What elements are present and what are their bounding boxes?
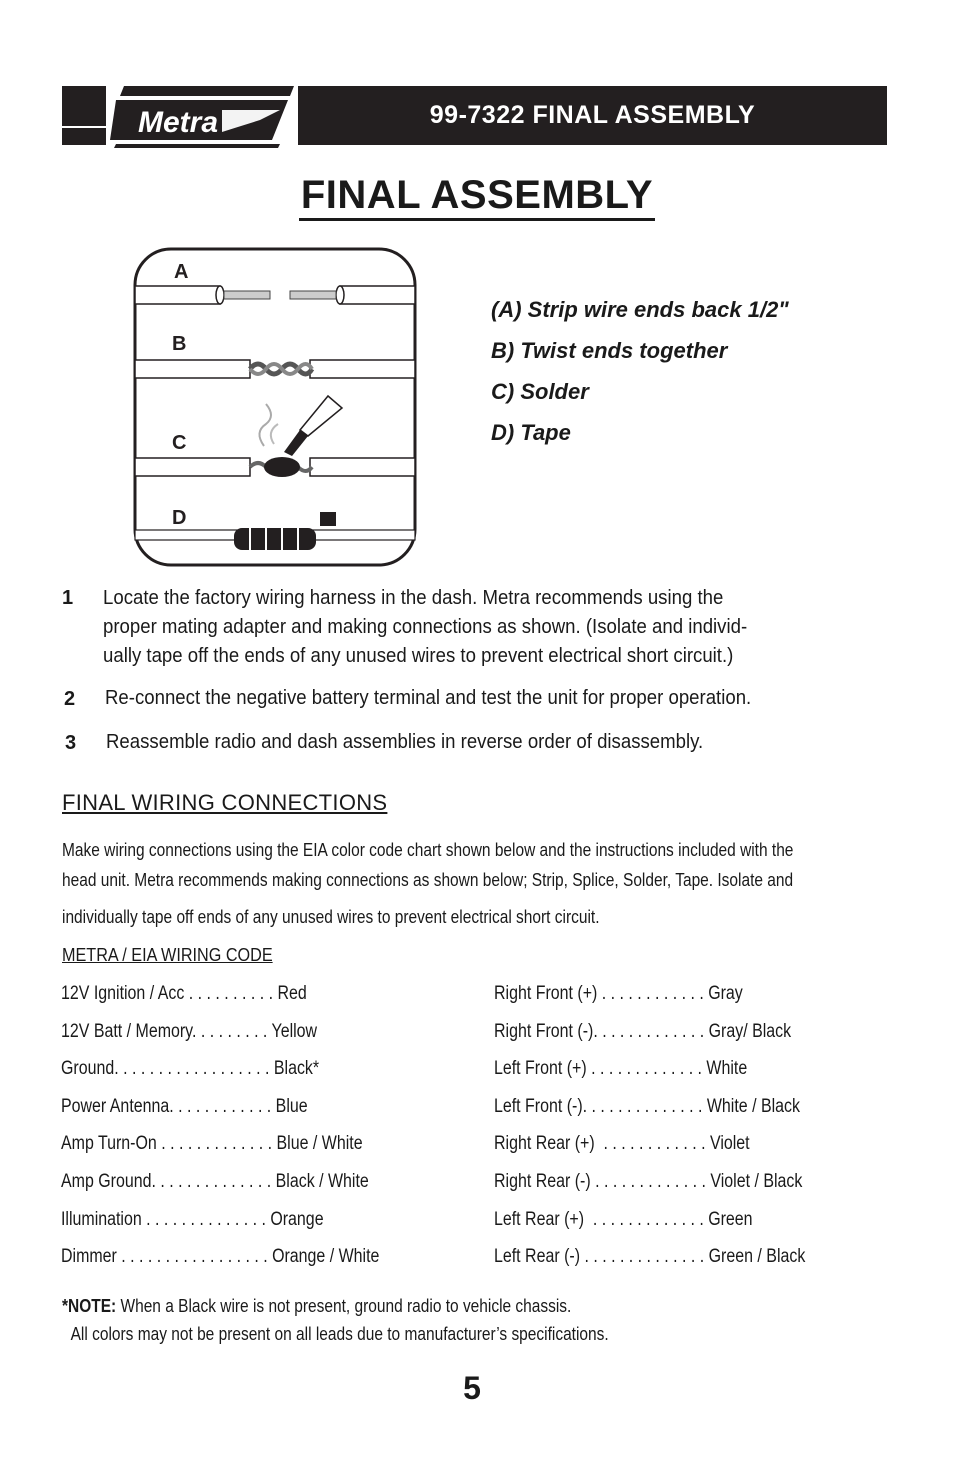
- note-line-1: When a Black wire is not present, ground radio to vehicle chassis.: [116, 1296, 572, 1316]
- wiring-code-label: Right Front (-): [494, 1020, 594, 1042]
- wiring-code-label: Dimmer: [61, 1246, 117, 1268]
- wiring-note: [62, 1292, 609, 1348]
- wiring-code-label: Ground: [61, 1058, 115, 1080]
- instruction-1-line: ually tape off the ends of any unused wires to prevent electrical short circuit.): [103, 645, 734, 667]
- instruction-2: [105, 684, 885, 713]
- wiring-code-label: 12V Ignition / Acc: [61, 983, 185, 1004]
- wiring-code-row: [61, 1133, 363, 1155]
- wiring-code-row: [61, 1096, 308, 1118]
- header-title: 99-7322 FINAL ASSEMBLY: [429, 101, 756, 129]
- wiring-code-label: Left Rear (+): [494, 1208, 585, 1230]
- wiring-code-color: Violet / Black: [710, 1171, 803, 1192]
- wiring-code-row: [494, 1133, 750, 1155]
- diagram-label-d: D: [172, 507, 187, 529]
- wiring-code-label: Left Front (-): [494, 1095, 583, 1117]
- step-d-text: D) Tape: [491, 420, 571, 445]
- wiring-code-color: Black / White: [275, 1171, 369, 1192]
- page-number: 5: [463, 1370, 481, 1406]
- wiring-code-row: [61, 1021, 317, 1043]
- instruction-2-number: 2: [64, 688, 76, 710]
- wiring-code-color: Gray: [708, 983, 743, 1004]
- page-title-wrap: [0, 172, 954, 221]
- wiring-code-heading: METRA / EIA WIRING CODE: [62, 945, 273, 965]
- wiring-code-color: Violet: [709, 1133, 750, 1155]
- wiring-code-dots: . . . . . . . . . . . .: [594, 1133, 710, 1155]
- wiring-diagram: [132, 246, 418, 568]
- wiring-section-heading: FINAL WIRING CONNECTIONS: [62, 790, 388, 815]
- wiring-code-dots: . . . . . . . . . . . . . .: [151, 1171, 276, 1192]
- wiring-code-dots: . . . . . . . . . . . . .: [156, 1133, 277, 1155]
- wiring-code-dots: . . . . . . . . . . . . .: [593, 1020, 709, 1042]
- wiring-code-row: [61, 1246, 379, 1268]
- wiring-code-label: Illumination: [61, 1208, 142, 1230]
- wiring-code-color: Gray/ Black: [708, 1020, 792, 1042]
- wiring-code-row: [61, 1058, 319, 1080]
- metra-logo: [110, 84, 294, 148]
- wiring-code-row: [494, 983, 743, 1005]
- wiring-code-row: [494, 1171, 802, 1193]
- instruction-1-line: Locate the factory wiring harness in the dash. Metra recommends using the: [103, 587, 724, 609]
- diagram-label-a: A: [174, 261, 189, 283]
- wiring-code-row: [61, 1171, 369, 1193]
- paragraph-line: Make wiring connections using the EIA color code chart shown below and the instructions included with the: [62, 840, 794, 860]
- wiring-code-dots: . . . . . . . . . .: [184, 983, 278, 1004]
- paragraph-line: head unit. Metra recommends making connections as shown below; Strip, Splice, Solder, Tape. Isolate and: [62, 870, 794, 890]
- wiring-code-color: White: [706, 1058, 748, 1080]
- wiring-code-row: [494, 1096, 800, 1118]
- wiring-code-dots: . . . . . . . . . . . . .: [586, 1058, 707, 1080]
- wiring-code-label: Amp Ground: [61, 1171, 152, 1192]
- instruction-1: [103, 584, 883, 671]
- wiring-code-color: Red: [277, 983, 307, 1004]
- wiring-code-label: Left Front (+): [494, 1058, 587, 1080]
- diagram-steps: [491, 293, 871, 457]
- wiring-code-dots: . . . . . . . . . . . . .: [590, 1171, 711, 1192]
- wiring-code-label: 12V Batt / Memory: [61, 1020, 192, 1042]
- diagram-label-c: C: [172, 432, 187, 454]
- header-block: [62, 86, 106, 145]
- wiring-code-label: Right Rear (+): [494, 1133, 595, 1155]
- step-b-text: B) Twist ends together: [491, 338, 728, 363]
- wiring-paragraph: [62, 835, 852, 932]
- wiring-code-color: Blue / White: [276, 1133, 363, 1155]
- wiring-code-label: Power Antenna: [61, 1095, 170, 1117]
- wiring-code-color: Blue: [275, 1095, 308, 1117]
- wiring-code-dots: . . . . . . . . . . . . . .: [141, 1208, 271, 1230]
- wiring-code-color: Green: [708, 1208, 753, 1230]
- wiring-code-row: [494, 1058, 747, 1080]
- wiring-code-color: White / Black: [706, 1095, 800, 1117]
- wiring-code-color: Green / Black: [708, 1246, 806, 1268]
- wiring-code-dots: . . . . . . . . . . . .: [597, 983, 709, 1004]
- instruction-3: [106, 728, 886, 757]
- wiring-code-dots: . . . . . . . . . . . . . .: [582, 1095, 707, 1117]
- wiring-code-label: Right Front (+): [494, 983, 598, 1004]
- instruction-1-number: 1: [62, 587, 74, 609]
- wiring-code-dots: . . . . . . . . .: [191, 1020, 272, 1042]
- instruction-1-line: proper mating adapter and making connections as shown. (Isolate and individ-: [103, 616, 748, 638]
- instruction-3-line: Reassemble radio and dash assemblies in reverse order of disassembly.: [106, 731, 704, 753]
- wiring-code-row: [61, 983, 307, 1005]
- logo-text: Metra: [138, 106, 219, 139]
- wiring-code-row: [494, 1246, 805, 1268]
- wiring-code-label: Amp Turn-On: [61, 1133, 157, 1155]
- wiring-code-color: Yellow: [271, 1020, 318, 1042]
- wiring-code-dots: . . . . . . . . . . . . . . . . . .: [114, 1058, 274, 1080]
- header-title-bar: [298, 86, 887, 145]
- step-c-text: C) Solder: [491, 379, 589, 404]
- wiring-code-dots: . . . . . . . . . . . . . . . . .: [116, 1246, 273, 1268]
- diagram-label-b: B: [172, 333, 187, 355]
- wiring-code-color: Orange / White: [272, 1246, 380, 1268]
- instruction-3-number: 3: [65, 732, 77, 754]
- wiring-code-row: [494, 1021, 791, 1043]
- wiring-code-dots: . . . . . . . . . . . . . .: [580, 1246, 709, 1268]
- wiring-code-label: Left Rear (-): [494, 1246, 581, 1268]
- step-a-text: (A) Strip wire ends back 1/2": [491, 297, 789, 322]
- note-label: *NOTE:: [62, 1296, 117, 1316]
- wiring-code-dots: . . . . . . . . . . . . .: [584, 1208, 709, 1230]
- wiring-code-row: [61, 1209, 324, 1231]
- wiring-code-color: Orange: [270, 1208, 324, 1230]
- wiring-code-row: [494, 1209, 753, 1231]
- wiring-code-label: Right Rear (-): [494, 1171, 591, 1192]
- page-title: FINAL ASSEMBLY: [299, 172, 655, 221]
- note-line-2: All colors may not be present on all leads due to manufacturer’s specifications.: [70, 1324, 609, 1344]
- paragraph-line: individually tape off ends of any unused wires to prevent electrical short circuit.: [62, 907, 600, 927]
- wiring-code-dots: . . . . . . . . . . . .: [169, 1095, 276, 1117]
- wiring-code-color: Black*: [273, 1058, 320, 1080]
- instruction-2-line: Re-connect the negative battery terminal and test the unit for proper operation.: [105, 687, 752, 709]
